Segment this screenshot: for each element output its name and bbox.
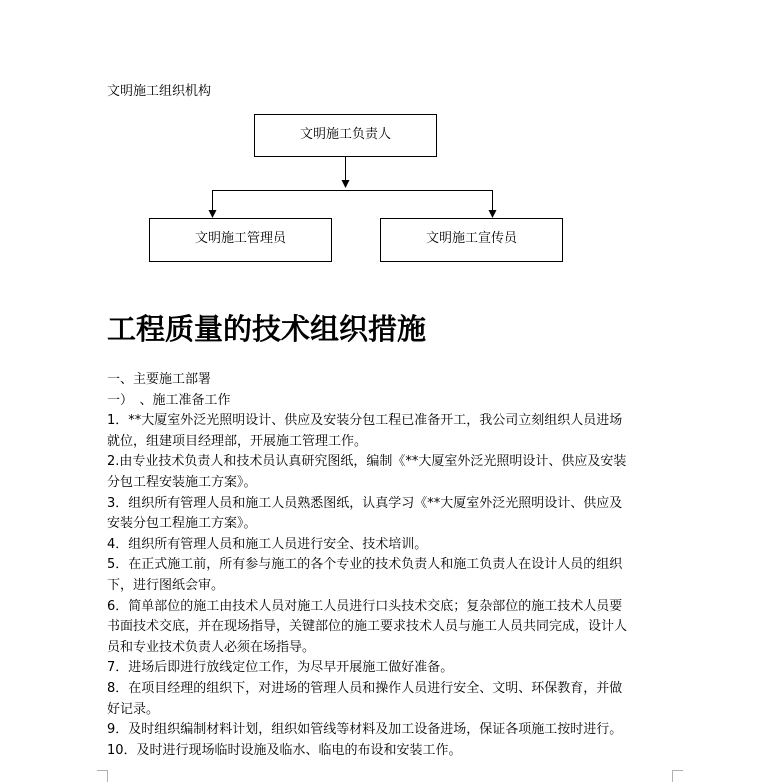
text-line: 书面技术交底，并在现场指导，关键部位的施工要求技术人员与施工人员共同完成，设计人 — [107, 619, 628, 635]
text-line: 7．进场后即进行放线定位工作，为尽早开展施工做好准备。 — [107, 660, 454, 676]
text-line: 4．组织所有管理人员和施工人员进行安全、技术培训。 — [107, 536, 428, 552]
section-body — [107, 370, 667, 761]
text-line: 1．**大厦室外泛光照明设计、供应及安装分包工程已准备开工，我公司立刻组织人员进场 — [107, 413, 623, 429]
text-line: 9．及时组织编制材料计划，组织如管线等材料及加工设备进场，保证各项施工按时进行。 — [107, 722, 623, 738]
org-box-manager: 文明施工管理员 — [149, 218, 332, 262]
org-box-lead: 文明施工负责人 — [254, 114, 437, 157]
text-line: 10．及时进行现场临时设施及临水、临电的布设和安装工作。 — [107, 742, 462, 758]
text-line: 一、主要施工部署 — [107, 372, 212, 387]
text-line: 3．组织所有管理人员和施工人员熟悉图纸，认真学习《**大厦室外泛光照明设计、供应及 — [107, 495, 623, 511]
text-line: 好记录。 — [107, 701, 160, 717]
text-line: 8．在项目经理的组织下，对进场的管理人员和操作人员进行安全、文明、环保教育，并做 — [107, 680, 623, 696]
arrow-head-right — [489, 210, 497, 218]
text-line: 6．简单部位的施工由技术人员对施工人员进行口头技术交底；复杂部位的施工技术人员要 — [107, 598, 623, 614]
section-heading: 工程质量的技术组织措施 — [107, 312, 427, 346]
arrow-head-left — [209, 210, 217, 218]
text-line: 安装分包工程施工方案》。 — [107, 516, 257, 532]
arrow-head-trunk — [342, 180, 350, 188]
text-line: 2.由专业技术负责人和技术员认真研究图纸，编制《**大厦室外泛光照明设计、供应及安装 — [107, 454, 627, 470]
text-line: 5．在正式施工前，所有参与施工的各个专业的技术负责人和施工负责人在设计人员的组织 — [107, 557, 623, 573]
text-line: 就位，组建项目经理部，开展施工管理工作。 — [107, 433, 368, 449]
text-line: 一） 、施工准备工作 — [107, 392, 231, 408]
page-corner-mark-right — [672, 770, 683, 782]
org-box-publicity: 文明施工宣传员 — [380, 218, 563, 262]
page-corner-mark-left — [97, 770, 108, 782]
text-line: 分包工程安装施工方案》。 — [107, 474, 257, 490]
org-chart-title: 文明施工组织机构 — [107, 84, 212, 99]
org-chart — [0, 0, 779, 300]
text-line: 员和专业技术负责人必须在场指导。 — [107, 639, 316, 655]
text-line: 下，进行图纸会审。 — [107, 577, 225, 593]
